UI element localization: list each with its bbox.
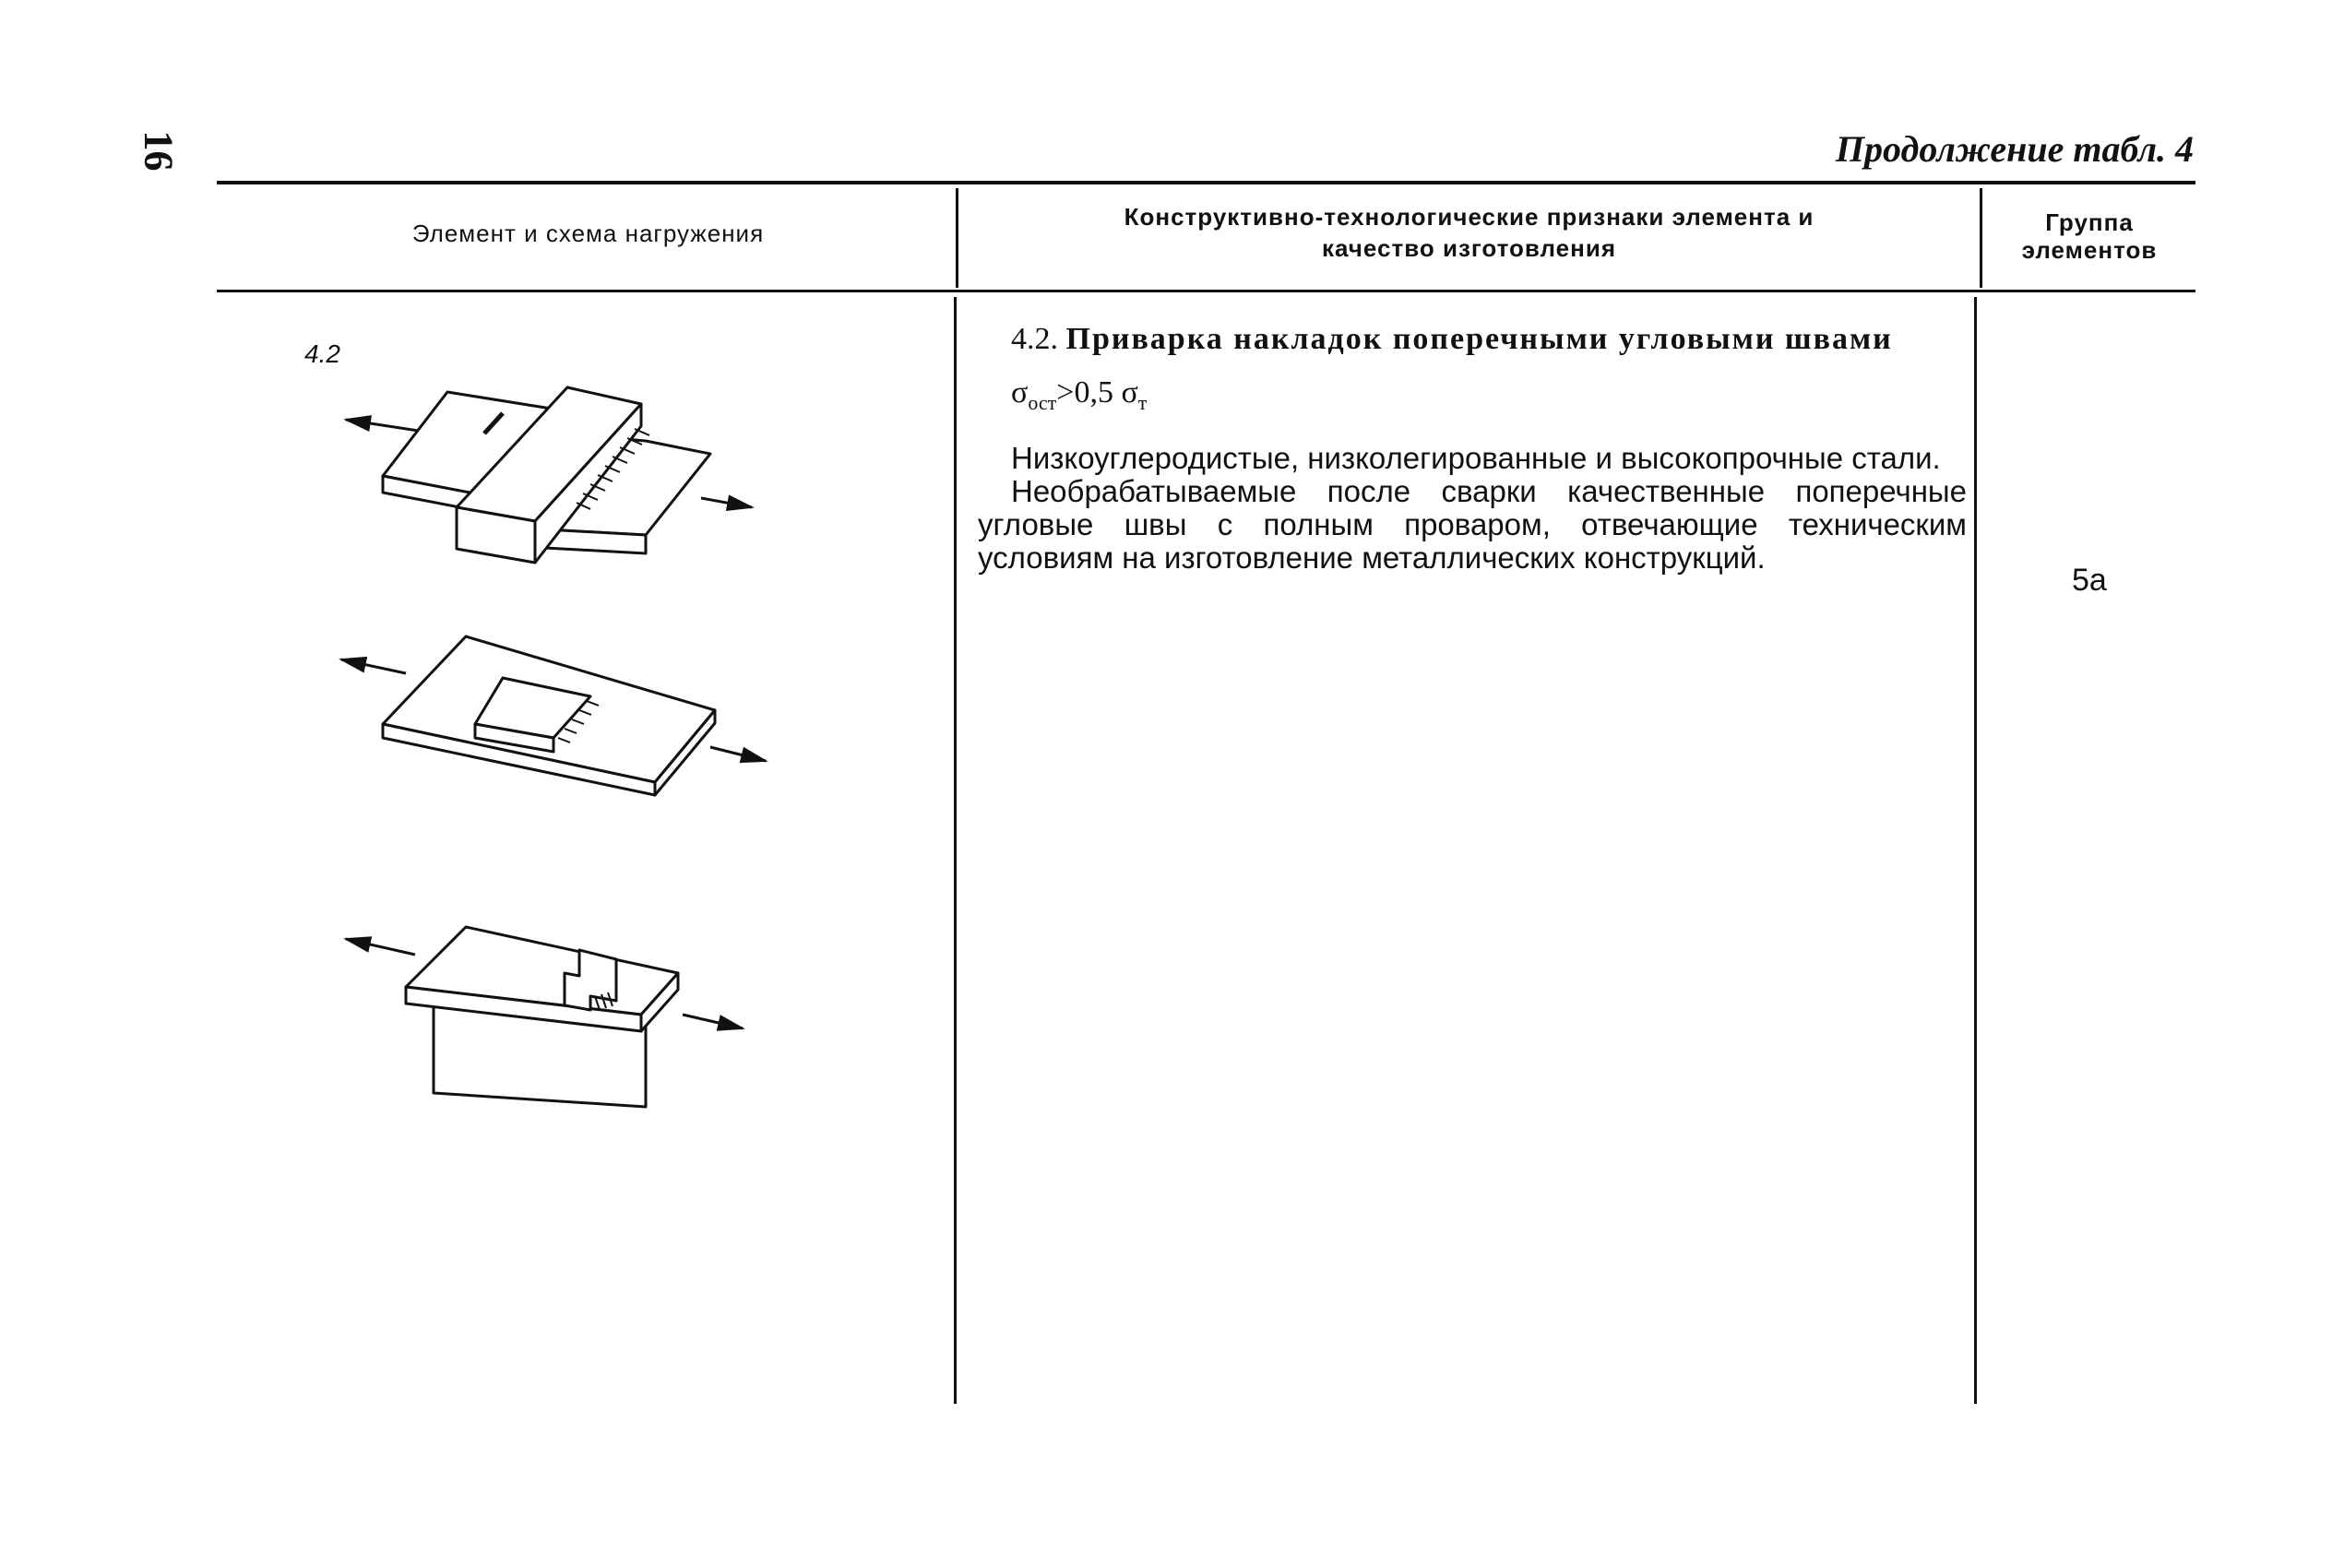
- force-arrow-right-3: [683, 1015, 743, 1028]
- formula-sub-1: ост: [1028, 390, 1057, 414]
- row-title-number: 4.2.: [1011, 322, 1058, 356]
- paragraph-welds: Необрабатываемые после сварки качественные поперечные угловые швы с полным проваром, отвечающие техническим условиям на изготовление металлических конструкций.: [978, 473, 1967, 575]
- scheme-beam-stub: [346, 927, 743, 1107]
- header-group-line2: элементов: [2021, 236, 2158, 264]
- row-label: 4.2: [304, 339, 340, 368]
- header-group-line1: Группа: [2045, 208, 2134, 236]
- header-element-text: Элемент и схема нагружения: [411, 220, 765, 247]
- force-arrow-left-3: [346, 939, 415, 955]
- header-features-line1: Конструктивно-технологические признаки элемента и: [1124, 203, 1814, 231]
- scheme-pad-plate: [341, 636, 766, 795]
- force-arrow-right-1: [701, 498, 752, 507]
- page-number: 16: [136, 130, 182, 172]
- row-title-text: Приварка накладок поперечными угловыми швами: [1065, 322, 1893, 356]
- paragraph-steels: Низкоуглеродистые, низколегированные и высокопрочные стали.: [1011, 440, 1941, 475]
- formula-sigma-1: σ: [1011, 375, 1029, 410]
- header-features-line2: качество изготовления: [1321, 234, 1616, 262]
- table-continuation-label: Продолжение табл. 4: [1835, 128, 2194, 170]
- force-arrow-right-2: [710, 747, 766, 761]
- formula-operator: >0,5: [1056, 375, 1122, 410]
- group-value: 5а: [2072, 563, 2107, 598]
- formula-sigma-2: σ: [1121, 375, 1138, 410]
- force-arrow-left-1: [346, 420, 424, 432]
- formula-sub-2: т: [1137, 390, 1148, 414]
- scheme-lap-joint: [346, 387, 752, 563]
- force-arrow-left-2: [341, 659, 406, 673]
